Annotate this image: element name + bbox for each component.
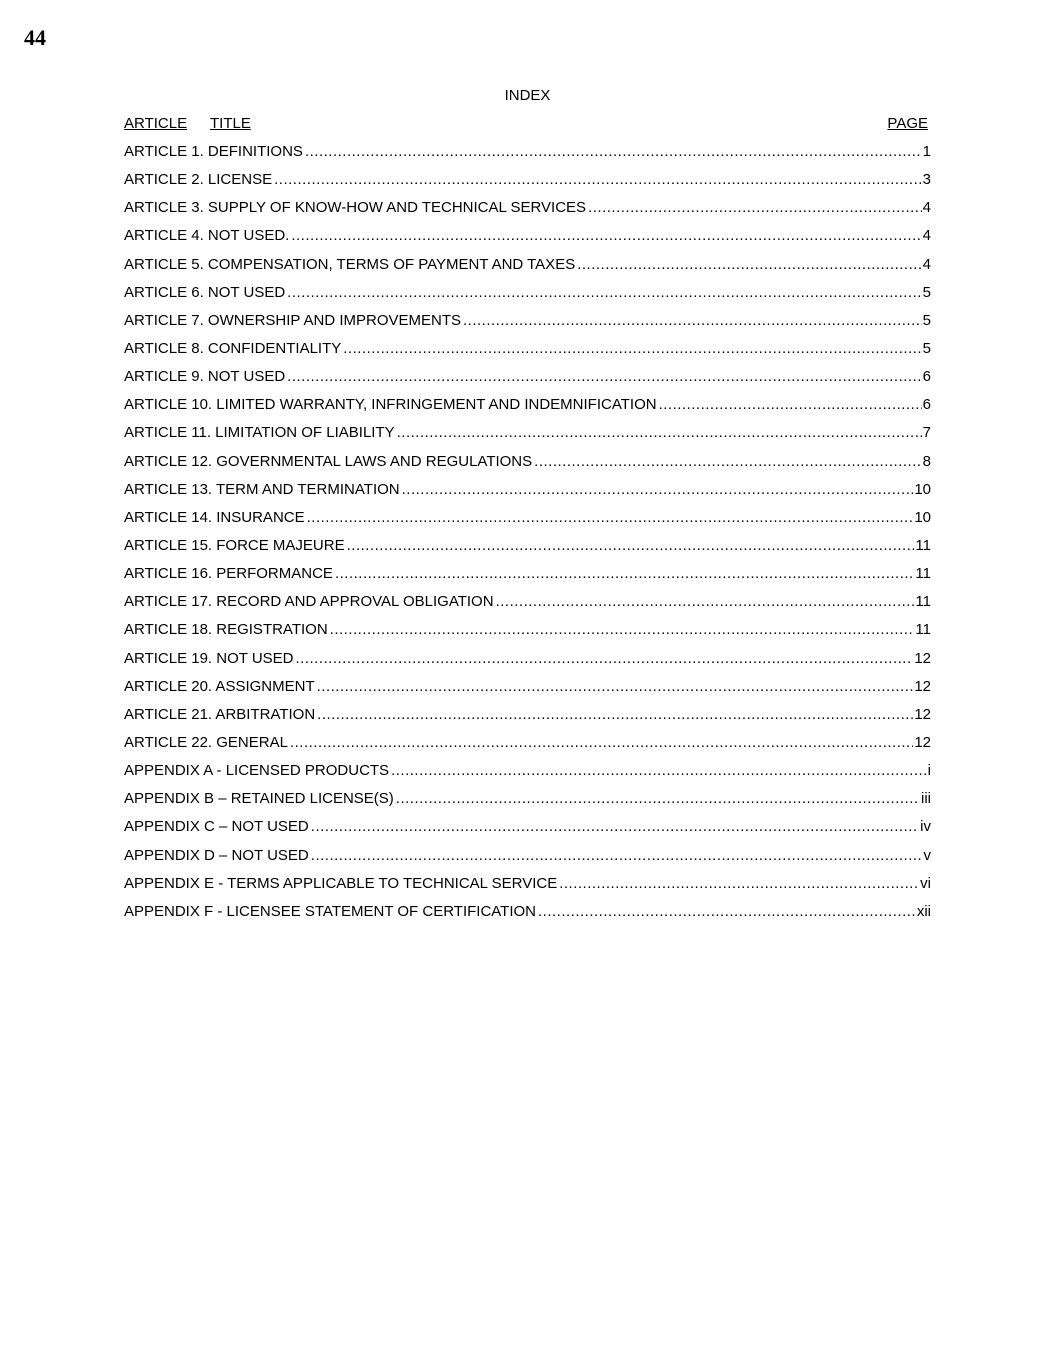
toc-entry bbox=[124, 339, 931, 367]
toc-entry-title: ARTICLE 1. DEFINITIONS bbox=[124, 143, 303, 160]
header-title: TITLE bbox=[210, 115, 251, 132]
toc-entry-title: ARTICLE 5. COMPENSATION, TERMS OF PAYMENT AND TAXES bbox=[124, 255, 576, 273]
toc-entry bbox=[124, 789, 931, 817]
toc-entry-title: ARTICLE 2. LICENSE bbox=[124, 171, 273, 189]
toc-entry-title: APPENDIX D – NOT USED bbox=[124, 846, 309, 864]
toc-entry-title: ARTICLE 10. LIMITED WARRANTY, INFRINGEMENT AND INDEMNIFICATION bbox=[124, 396, 657, 414]
toc-entry-title: ARTICLE 6. NOT USED bbox=[124, 283, 286, 301]
dot-leader bbox=[397, 423, 922, 443]
dot-leader bbox=[347, 536, 915, 556]
dot-leader bbox=[296, 649, 914, 669]
dot-leader bbox=[290, 733, 913, 753]
toc-entry bbox=[124, 733, 931, 761]
dot-leader bbox=[659, 395, 922, 415]
toc-entry-page: 10 bbox=[914, 480, 931, 498]
dot-leader bbox=[577, 255, 921, 275]
toc-header-row bbox=[124, 114, 928, 134]
toc-entry-page: 10 bbox=[914, 508, 931, 526]
toc-entry-title: APPENDIX A - LICENSED PRODUCTS bbox=[124, 762, 390, 780]
toc-entry bbox=[124, 592, 931, 620]
dot-leader bbox=[317, 705, 913, 725]
dot-leader bbox=[311, 817, 919, 837]
toc-entry-page: iv bbox=[920, 818, 931, 836]
dot-leader bbox=[274, 170, 922, 190]
table-of-contents bbox=[124, 142, 931, 930]
toc-entry-title: ARTICLE 18. REGISTRATION bbox=[124, 621, 328, 639]
toc-entry bbox=[124, 874, 931, 902]
toc-entry-page: xii bbox=[916, 902, 931, 920]
toc-entry-title: ARTICLE 17. RECORD AND APPROVAL OBLIGATION bbox=[124, 593, 494, 611]
toc-entry-page: 3 bbox=[922, 171, 931, 189]
toc-entry-title: ARTICLE 14. INSURANCE bbox=[124, 508, 305, 526]
toc-entry bbox=[124, 902, 931, 930]
toc-entry bbox=[124, 255, 931, 283]
toc-entry-title: APPENDIX E - TERMS APPLICABLE TO TECHNICAL SERVICE bbox=[124, 874, 558, 892]
header-article: ARTICLE bbox=[124, 115, 188, 132]
toc-entry-title: ARTICLE 13. TERM AND TERMINATION bbox=[124, 480, 400, 498]
dot-leader bbox=[463, 311, 922, 331]
dot-leader bbox=[559, 874, 919, 894]
toc-entry-title: ARTICLE 19. NOT USED bbox=[124, 649, 294, 667]
toc-entry-page: v bbox=[923, 846, 931, 864]
toc-entry-title: ARTICLE 8. CONFIDENTIALITY bbox=[124, 339, 342, 357]
toc-entry-page: 5 bbox=[922, 339, 931, 357]
toc-entry bbox=[124, 311, 931, 339]
toc-entry-page: 12 bbox=[914, 649, 931, 667]
toc-entry bbox=[124, 649, 931, 677]
dot-leader bbox=[391, 761, 927, 781]
toc-entry-page: 4 bbox=[922, 227, 931, 245]
toc-entry bbox=[124, 367, 931, 395]
dot-leader bbox=[534, 452, 922, 472]
dot-leader bbox=[307, 508, 914, 528]
toc-entry-title: ARTICLE 12. GOVERNMENTAL LAWS AND REGULATIONS bbox=[124, 452, 533, 470]
toc-entry-title: ARTICLE 15. FORCE MAJEURE bbox=[124, 536, 345, 554]
toc-entry-page: 11 bbox=[915, 536, 931, 554]
toc-entry-title: APPENDIX B – RETAINED LICENSE(S) bbox=[124, 790, 394, 808]
toc-entry-page: 8 bbox=[922, 452, 931, 470]
dot-leader bbox=[343, 339, 921, 359]
toc-entry-title: ARTICLE 3. SUPPLY OF KNOW-HOW AND TECHNICAL SERVICES bbox=[124, 199, 587, 217]
toc-entry-title: ARTICLE 20. ASSIGNMENT bbox=[124, 677, 315, 695]
toc-entry bbox=[124, 480, 931, 508]
toc-entry-page: 6 bbox=[922, 396, 931, 414]
page-number: 44 bbox=[24, 25, 46, 50]
dot-leader bbox=[311, 846, 923, 866]
toc-entry-title: ARTICLE 11. LIMITATION OF LIABILITY bbox=[124, 424, 395, 442]
toc-entry bbox=[124, 170, 931, 198]
toc-entry bbox=[124, 536, 931, 564]
dot-leader bbox=[305, 142, 922, 162]
toc-entry-page: 11 bbox=[915, 621, 931, 639]
toc-entry bbox=[124, 846, 931, 874]
toc-entry-page: 7 bbox=[922, 424, 931, 442]
toc-entry-page: 6 bbox=[922, 368, 931, 386]
toc-entry bbox=[124, 817, 931, 845]
toc-entry bbox=[124, 142, 931, 170]
toc-entry bbox=[124, 508, 931, 536]
toc-entry-page: 5 bbox=[922, 311, 931, 329]
dot-leader bbox=[291, 226, 921, 246]
toc-entry bbox=[124, 198, 931, 226]
dot-leader bbox=[287, 367, 922, 387]
toc-entry-title: ARTICLE 16. PERFORMANCE bbox=[124, 565, 333, 583]
toc-entry-title: ARTICLE 7. OWNERSHIP AND IMPROVEMENTS bbox=[124, 311, 462, 329]
toc-entry bbox=[124, 452, 931, 480]
toc-entry-page: 11 bbox=[915, 565, 931, 583]
toc-entry bbox=[124, 283, 931, 311]
toc-entry-title: APPENDIX C – NOT USED bbox=[124, 818, 309, 836]
toc-entry-page: 12 bbox=[914, 677, 931, 695]
toc-entry-title: APPENDIX F - LICENSEE STATEMENT OF CERTIFICATION bbox=[124, 902, 536, 920]
dot-leader bbox=[588, 198, 922, 218]
dot-leader bbox=[335, 564, 914, 584]
toc-entry-page: 4 bbox=[922, 255, 931, 273]
toc-entry-title: ARTICLE 4. NOT USED. bbox=[124, 227, 290, 245]
toc-entry-title: ARTICLE 21. ARBITRATION bbox=[124, 705, 316, 723]
toc-entry-page: 5 bbox=[922, 283, 931, 301]
toc-entry bbox=[124, 705, 931, 733]
toc-entry-page: iii bbox=[921, 790, 931, 808]
toc-entry bbox=[124, 677, 931, 705]
dot-leader bbox=[402, 480, 914, 500]
toc-entry-page: 4 bbox=[922, 199, 931, 217]
header-page: PAGE bbox=[887, 115, 928, 132]
index-title: INDEX bbox=[504, 87, 551, 104]
toc-entry-title: ARTICLE 22. GENERAL bbox=[124, 733, 288, 751]
toc-entry-page: 11 bbox=[915, 593, 931, 611]
toc-entry-page: vi bbox=[920, 874, 931, 892]
toc-entry bbox=[124, 564, 931, 592]
dot-leader bbox=[330, 620, 915, 640]
toc-entry-page: 1 bbox=[922, 143, 931, 160]
toc-entry bbox=[124, 226, 931, 254]
toc-entry-page: 12 bbox=[914, 705, 931, 723]
dot-leader bbox=[538, 902, 916, 922]
toc-entry-page: i bbox=[927, 762, 931, 780]
dot-leader bbox=[287, 283, 922, 303]
toc-entry bbox=[124, 423, 931, 451]
toc-entry-title: ARTICLE 9. NOT USED bbox=[124, 368, 286, 386]
dot-leader bbox=[496, 592, 915, 612]
toc-entry bbox=[124, 620, 931, 648]
toc-entry-page: 12 bbox=[914, 733, 931, 751]
dot-leader bbox=[317, 677, 914, 697]
dot-leader bbox=[396, 789, 920, 809]
toc-entry bbox=[124, 761, 931, 789]
toc-entry bbox=[124, 395, 931, 423]
